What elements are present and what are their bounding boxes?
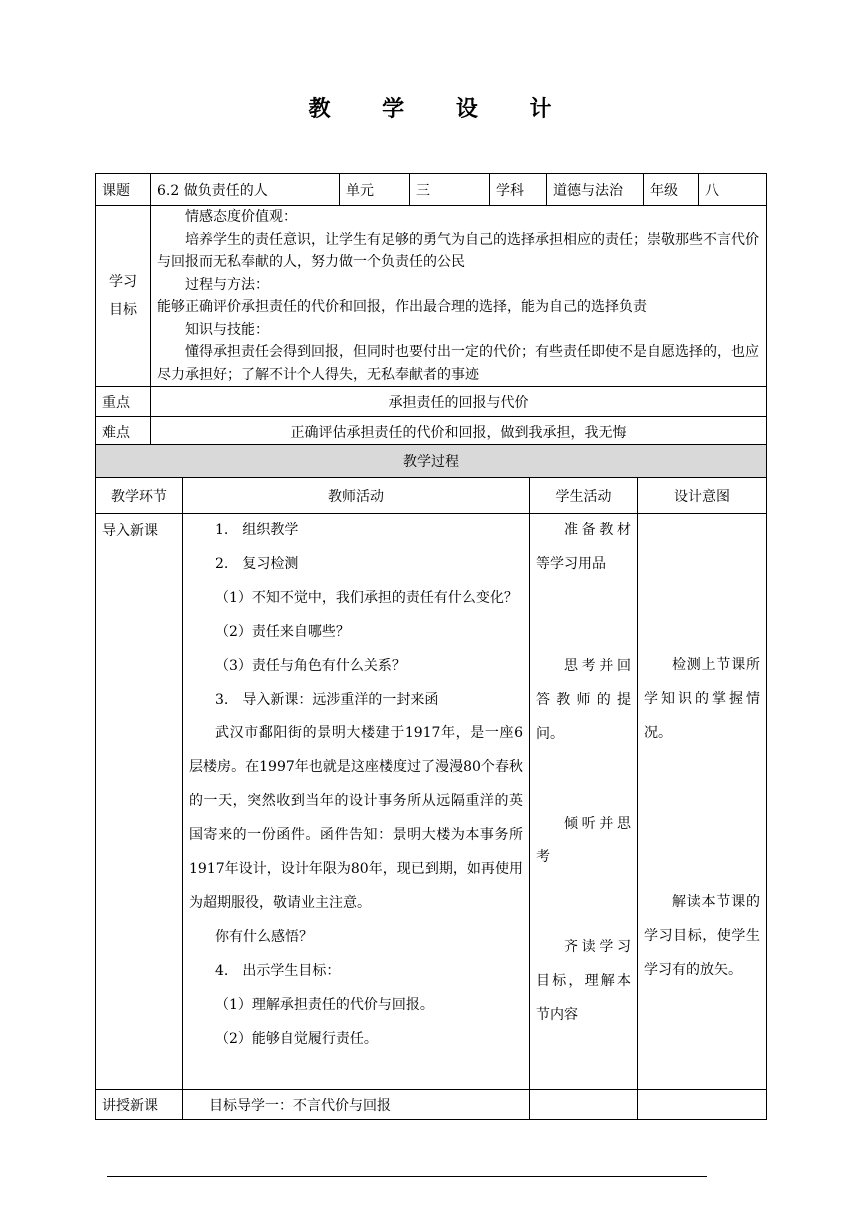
stage-intro-text: 导入新课 (102, 523, 158, 539)
difficulty-value: 正确评估承担责任的代价和回报，做到我承担，我无悔 (151, 417, 767, 447)
stage-teach: 讲授新课 (96, 1090, 183, 1120)
unit-value: 三 (410, 174, 490, 206)
goal-line: 知识与技能： (185, 321, 269, 338)
goals-content (151, 206, 767, 387)
intent-line: 检测上节课所学知识的掌握情况。 (644, 657, 760, 741)
teacher-teach: 目标导学一：不言代价与回报 (183, 1090, 530, 1120)
col-header-intent: 设计意图 (638, 478, 767, 514)
goal-line: 懂得承担责任会得到回报，但同时也要付出一定的代价；有些责任即使不是自愿选择的，也应尽力承担好；了解不计个人得失，无私奉献者的事迹 (157, 344, 759, 383)
goal-line: 情感态度价值观： (185, 209, 297, 225)
student-line: 齐读学习目标，理解本节内容 (536, 939, 631, 1024)
goals-label (96, 206, 151, 387)
teacher-line: 4. 出示学生目标： (215, 962, 341, 979)
teacher-line: （2）能够自觉履行责任。 (215, 1030, 378, 1047)
teacher-line: 你有什么感悟？ (215, 928, 313, 945)
goals-label-text: 学习目标 (109, 274, 137, 318)
process-table (95, 444, 767, 1120)
student-intro (530, 514, 638, 1090)
lesson-label: 课题 (96, 174, 151, 206)
student-line: 倾听并思考 (536, 815, 631, 866)
intent-teach (638, 1090, 767, 1120)
teacher-line: 2. 复习检测 (215, 555, 299, 572)
goal-line: 能够正确评价承担责任的代价和回报，作出最合理的选择，能为自己的选择负责 (157, 299, 647, 315)
teacher-line: （3）责任与角色有什么关系？ (215, 657, 406, 674)
intent-intro (638, 514, 767, 1090)
student-teach (530, 1090, 638, 1120)
difficulty-label: 难点 (96, 417, 151, 447)
footer-divider (107, 1176, 707, 1177)
teacher-line: 1. 组织教学 (215, 522, 299, 538)
lesson-value: 6.2 做负责任的人 (151, 174, 340, 206)
teacher-line: （1）理解承担责任的代价与回报。 (215, 996, 434, 1013)
teacher-intro (183, 514, 530, 1090)
teacher-line: 3. 导入新课：远涉重洋的一封来函 (215, 691, 439, 708)
teacher-line: （1）不知不觉中，我们承担的责任有什么变化？ (215, 589, 518, 606)
key-point-label: 重点 (96, 387, 151, 417)
grade-label: 年级 (644, 174, 699, 206)
process-title: 教学过程 (96, 445, 767, 478)
key-point-value: 承担责任的回报与代价 (151, 387, 767, 417)
col-header-stage: 教学环节 (96, 478, 183, 514)
subject-label: 学科 (490, 174, 547, 206)
unit-label: 单元 (340, 174, 410, 206)
subject-value: 道德与法治 (547, 174, 644, 206)
student-line: 准备教材等学习用品 (536, 522, 631, 572)
col-header-teacher: 教师活动 (183, 478, 530, 514)
goal-line: 培养学生的责任意识，让学生有足够的勇气为自己的选择承担相应的责任；崇敬那些不言代价与回报而无私奉献的人，努力做一个负责任的公民 (157, 231, 759, 270)
lesson-info-table (95, 173, 767, 447)
teacher-line: 武汉市鄱阳街的景明大楼建于1917年，是一座6层楼房。在1997年也就是这座楼度过了漫漫80个春秋的一天，突然收到当年的设计事务所从远隔重洋的英国寄来的一份函件。函件告知：景明大楼为本事务所1917年设计，设计年限为80年，现已到期，如再使用为超期服役，敬请业主注意。 (189, 725, 523, 911)
col-header-student: 学生活动 (530, 478, 638, 514)
goal-line: 过程与方法： (185, 276, 269, 293)
student-line: 思考并回答教师的提问。 (536, 657, 631, 742)
page-title: 教 学 设 计 (308, 96, 574, 122)
grade-value: 八 (699, 174, 767, 206)
stage-intro (96, 514, 183, 1090)
intent-line: 解读本节课的学习目标，使学生学习有的放矢。 (644, 893, 760, 978)
teacher-line: （2）责任来自哪些？ (215, 623, 350, 640)
